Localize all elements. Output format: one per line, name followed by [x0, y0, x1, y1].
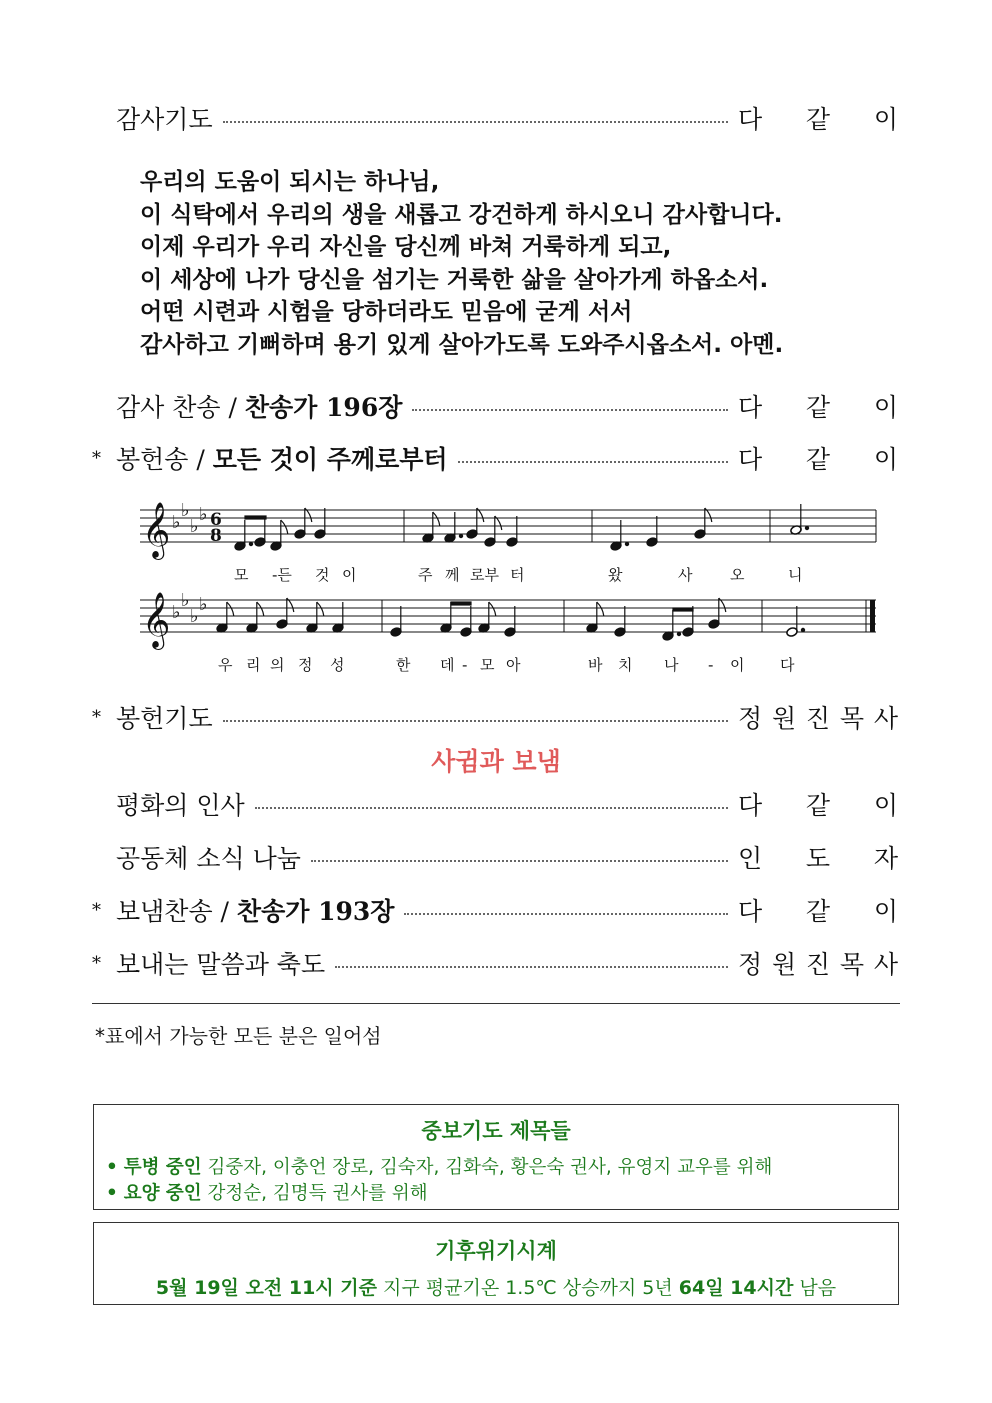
- who-char: 같: [805, 791, 831, 820]
- lyric-syllable: 성: [330, 656, 345, 674]
- lyric-syllable: -: [462, 656, 468, 674]
- intercession-box: [93, 1104, 899, 1210]
- svg-text:♭: ♭: [199, 504, 208, 525]
- who-char: 이: [873, 791, 898, 820]
- lyric-syllable: 이: [730, 656, 745, 674]
- note-dot: [249, 542, 252, 545]
- svg-text:8: 8: [210, 526, 222, 546]
- who-char: 도: [805, 844, 831, 873]
- lyric-syllable: 이: [342, 566, 357, 584]
- lyric-syllable: 니: [788, 566, 803, 584]
- bullet: •: [106, 1157, 118, 1178]
- treble-clef-icon: 𝄞: [142, 502, 171, 558]
- lyric-syllable: 께: [445, 566, 460, 584]
- sending-hymn-label: [116, 892, 394, 928]
- leader-dots: [412, 409, 728, 411]
- svg-text:♭: ♭: [181, 590, 190, 611]
- lyric-syllable: 왔: [608, 566, 623, 584]
- prayer-line: 이 세상에 나가 당신을 섬기는 거룩한 삶을 살아가게 하옵소서.: [140, 266, 769, 293]
- hymn-number: 찬송가 196장: [244, 393, 403, 422]
- thanks-hymn-row: [92, 389, 898, 423]
- note-dot: [805, 526, 808, 529]
- offertory-title: 모든 것이 주께로부터: [212, 445, 448, 474]
- staff-1: [140, 510, 876, 542]
- peace-row: [92, 787, 898, 821]
- prayer-line: 감사하고 기뻐하며 용기 있게 살아가도록 도와주시옵소서. 아멘.: [140, 331, 784, 358]
- intercession-title: 중보기도 제목들: [421, 1119, 571, 1143]
- prayer-line: 어떤 시련과 시험을 당하더라도 믿음에 굳게 서서: [140, 299, 633, 325]
- lyric-syllable: 모: [234, 566, 249, 584]
- who-char: 원: [771, 704, 797, 733]
- note-dot: [677, 632, 680, 635]
- leader-dots: [223, 720, 728, 722]
- climate-text-end: 남음: [793, 1277, 837, 1299]
- climate-line: [94, 1273, 898, 1300]
- offertory-who: [738, 440, 898, 476]
- benediction-who: [738, 945, 898, 981]
- bullet: •: [106, 1183, 118, 1204]
- who-char: 사: [873, 950, 898, 979]
- svg-text:♭: ♭: [172, 512, 181, 533]
- leader-dots: [311, 860, 728, 862]
- note-flag: [489, 602, 496, 616]
- who-char: 다: [738, 445, 763, 474]
- lyric-syllable: 우: [218, 656, 233, 674]
- thanks-hymn-who: [738, 388, 898, 424]
- who-char: 다: [738, 897, 763, 926]
- standing-mark: *: [92, 447, 101, 469]
- who-char: 정: [738, 704, 763, 733]
- who-char: 다: [738, 393, 763, 422]
- thanks-hymn-label: [116, 388, 402, 424]
- thanks-prayer-who: [738, 100, 898, 136]
- climate-title: 기후위기시계: [435, 1239, 557, 1263]
- who-char: 진: [805, 950, 831, 979]
- offertory-row: [92, 441, 898, 475]
- note-beam: [451, 602, 471, 605]
- sending-hymn-row: [92, 893, 898, 927]
- intercession-category: 요양 중인: [123, 1183, 202, 1204]
- climate-clock-box: [93, 1222, 899, 1305]
- note-flag: [433, 512, 440, 526]
- climate-timestamp: 5월 19일 오전 11시 기준: [155, 1277, 377, 1299]
- who-char: 같: [805, 897, 831, 926]
- svg-text:♭: ♭: [181, 500, 190, 521]
- lyric-syllable: 주: [418, 566, 433, 584]
- prayer-text: [140, 166, 783, 361]
- prayer-line: 이 식탁에서 우리의 생을 새롭고 강건하게 하시오니 감사합니다.: [140, 201, 783, 228]
- hymn-prefix: 보냄찬송 /: [116, 897, 237, 926]
- key-signature-flats: [172, 500, 208, 627]
- who-char: 같: [805, 445, 831, 474]
- thanks-prayer-label: 감사기도: [116, 105, 213, 134]
- standing-note: *표에서 가능한 모든 분은 일어섬: [95, 1024, 382, 1048]
- note-dot: [801, 628, 804, 631]
- who-char: 목: [839, 950, 865, 979]
- peace-label: 평화의 인사: [116, 791, 245, 820]
- lyric-syllable: 터: [510, 566, 525, 584]
- lyrics-line-2: [218, 656, 795, 674]
- who-char: 이: [873, 105, 898, 134]
- lyric-syllable: 나: [664, 656, 679, 674]
- who-char: 같: [805, 105, 831, 134]
- who-char: 목: [839, 704, 865, 733]
- climate-remaining: 64일 14시간: [678, 1277, 794, 1299]
- intercession-item: [106, 1179, 898, 1205]
- note-flag: [227, 602, 234, 616]
- lyric-syllable: 사: [678, 566, 693, 584]
- who-char: 인: [738, 844, 763, 873]
- offertory-label: [116, 440, 448, 476]
- climate-text: 지구 평균기온 1.5℃ 상승까지 5년: [376, 1277, 679, 1299]
- who-char: 자: [873, 844, 898, 873]
- note-flag: [281, 520, 288, 534]
- news-label: 공동체 소식 나눔: [116, 844, 301, 873]
- lyrics-line-1: [234, 566, 803, 584]
- svg-text:6: 6: [210, 510, 222, 530]
- note-flag: [597, 602, 604, 616]
- note-beam: [245, 516, 266, 519]
- intercession-names: 김중자, 이충언 장로, 김숙자, 김화숙, 황은숙 권사, 유영지 교우를 위해: [201, 1157, 773, 1178]
- note-flag: [317, 602, 324, 616]
- lyric-syllable: 다: [780, 656, 795, 674]
- offertory-prayer-row: [92, 700, 898, 734]
- who-char: 이: [873, 445, 898, 474]
- intercession-category: 투병 중인: [123, 1157, 202, 1178]
- standing-mark: *: [92, 952, 101, 974]
- note-flag: [257, 602, 264, 616]
- lyric-syllable: 리: [246, 656, 261, 674]
- who-char: 사: [873, 704, 898, 733]
- who-char: 다: [738, 791, 763, 820]
- lyric-syllable: 정: [298, 656, 313, 674]
- prayer-line: 우리의 도움이 되시는 하나님,: [140, 169, 440, 195]
- standing-mark: *: [92, 899, 101, 921]
- who-char: 이: [873, 897, 898, 926]
- lyric-syllable: 모: [480, 656, 495, 674]
- sending-hymn-who: [738, 892, 898, 928]
- lyric-syllable: 로부: [470, 566, 499, 584]
- who-char: 정: [738, 950, 763, 979]
- intercession-names: 강정순, 김명득 권사를 위해: [201, 1183, 428, 1204]
- treble-clef-icon: 𝄞: [142, 592, 171, 648]
- lyric-syllable: -: [708, 656, 714, 674]
- svg-text:♭: ♭: [172, 602, 181, 623]
- offertory-prayer-label: 봉헌기도: [116, 704, 213, 733]
- offertory-prayer-who: [738, 699, 898, 735]
- hymn-prefix: 감사 찬송 /: [116, 393, 245, 422]
- leader-dots: [223, 121, 728, 123]
- leader-dots: [335, 966, 728, 968]
- prayer-line: 이제 우리가 우리 자신을 당신께 바쳐 거룩하게 되고,: [140, 234, 672, 260]
- note-dot: [459, 534, 462, 537]
- news-who: [738, 839, 898, 875]
- standing-mark: *: [92, 706, 101, 728]
- who-char: 원: [771, 950, 797, 979]
- leader-dots: [255, 807, 728, 809]
- lyric-syllable: 데: [440, 656, 455, 674]
- lyric-syllable: 오: [730, 566, 745, 584]
- lyric-syllable: 의: [270, 656, 285, 674]
- thanks-prayer-row: [92, 101, 898, 135]
- benediction-label: 보내는 말씀과 축도: [116, 950, 326, 979]
- divider: [92, 1003, 900, 1004]
- note-beam: [673, 608, 693, 611]
- hymn-number: 찬송가 193장: [236, 897, 395, 926]
- time-signature: [210, 510, 222, 546]
- who-char: 진: [805, 704, 831, 733]
- peace-who: [738, 786, 898, 822]
- news-row: [92, 840, 898, 874]
- leader-dots: [404, 913, 728, 915]
- benediction-row: [92, 946, 898, 980]
- final-barline: [870, 600, 875, 632]
- lyric-syllable: 아: [506, 656, 521, 674]
- who-char: 같: [805, 393, 831, 422]
- note-dot: [625, 542, 628, 545]
- music-score: [140, 490, 885, 680]
- lyric-syllable: 한: [396, 656, 411, 674]
- svg-text:♭: ♭: [199, 594, 208, 615]
- lyric-syllable: 치: [618, 656, 633, 674]
- svg-text:♭: ♭: [190, 516, 199, 537]
- who-char: 이: [873, 393, 898, 422]
- intercession-item: [106, 1153, 898, 1179]
- lyric-syllable: 바: [588, 656, 603, 674]
- lyric-syllable: -든: [272, 566, 292, 584]
- lyric-syllable: 것: [315, 566, 330, 584]
- who-char: 다: [738, 105, 763, 134]
- svg-text:♭: ♭: [190, 606, 199, 627]
- offertory-prefix: 봉헌송 /: [116, 445, 213, 474]
- section-title: 사귐과 보냄: [431, 747, 561, 776]
- leader-dots: [458, 461, 728, 463]
